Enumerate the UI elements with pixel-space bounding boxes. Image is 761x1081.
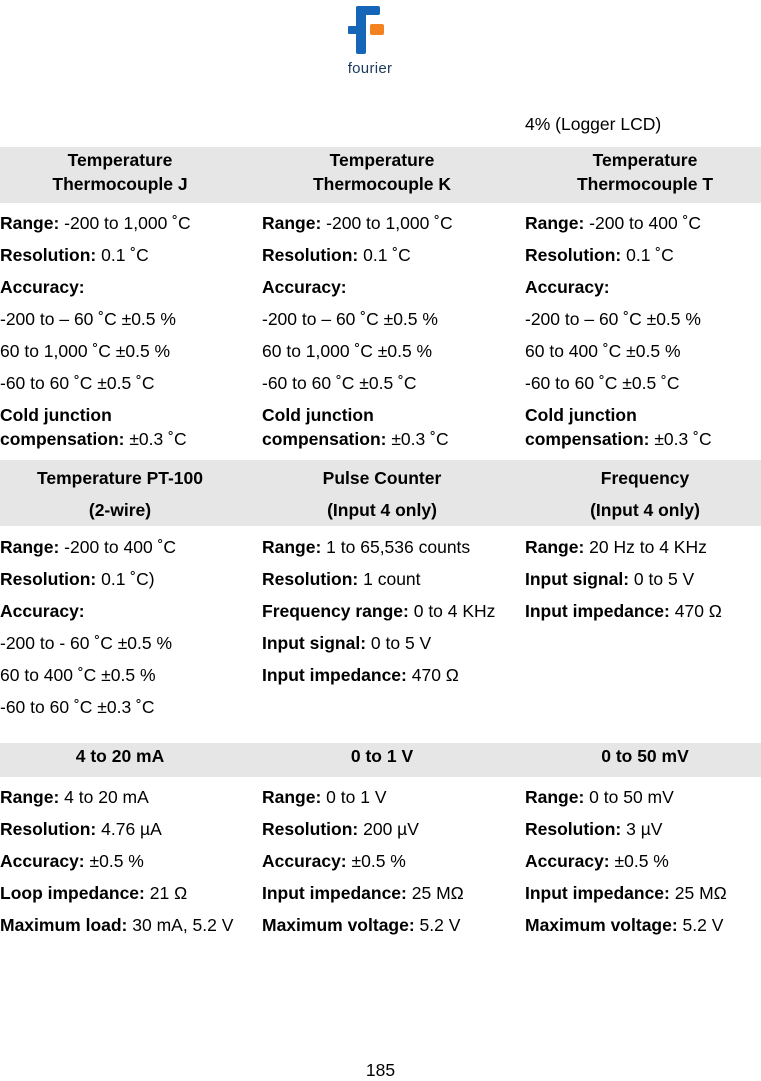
spec-label: Resolution: xyxy=(0,569,97,589)
spec-label: Range: xyxy=(525,537,585,557)
spec-line xyxy=(0,212,255,234)
spec-line xyxy=(525,600,761,622)
header-0-50mv: 0 to 50 mV xyxy=(601,746,689,766)
section-1-header xyxy=(0,147,761,203)
spec-line xyxy=(262,536,507,558)
spec-line xyxy=(0,568,255,590)
spec-label: compensation: xyxy=(0,429,125,449)
spec-line xyxy=(525,786,761,808)
spec-value: 1 to 65,536 counts xyxy=(321,537,471,557)
spec-value: 20 Hz to 4 KHz xyxy=(584,537,707,557)
spec-value: ±0.5 % xyxy=(84,851,144,871)
spec-value: 60 to 1,000 ˚C ±0.5 % xyxy=(262,341,433,361)
spec-line xyxy=(0,600,255,622)
spec-line xyxy=(262,568,507,590)
spec-line xyxy=(0,632,255,654)
spec-value: -200 to – 60 ˚C ±0.5 % xyxy=(0,309,176,329)
spec-line xyxy=(262,818,497,840)
spec-line xyxy=(0,340,255,362)
spec-line xyxy=(0,696,255,718)
spec-line xyxy=(262,404,517,426)
spec-line xyxy=(262,372,517,394)
spec-value: 0.1 ˚C) xyxy=(96,569,155,589)
spec-label: Range: xyxy=(262,213,322,233)
spec-line xyxy=(0,882,240,904)
section-2-header xyxy=(0,460,761,526)
spec-label: Accuracy: xyxy=(0,601,85,621)
header-pulse-counter: Pulse Counter (Input 4 only) xyxy=(322,468,442,520)
spec-line xyxy=(0,428,255,450)
spec-label: Range: xyxy=(0,213,60,233)
spec-label: Accuracy: xyxy=(0,851,85,871)
spec-value: 0 to 1 V xyxy=(321,787,387,807)
spec-value: -200 to – 60 ˚C ±0.5 % xyxy=(525,309,701,329)
spec-label: Range: xyxy=(525,213,585,233)
spec-value: ±0.3 ˚C xyxy=(649,429,712,449)
spec-label: Maximum voltage: xyxy=(525,915,678,935)
spec-line xyxy=(262,850,497,872)
spec-value: 0.1 ˚C xyxy=(96,245,149,265)
header-frequency: Frequency (Input 4 only) xyxy=(590,468,700,520)
spec-value: -200 to 400 ˚C xyxy=(59,537,177,557)
spec-value: 60 to 400 ˚C ±0.5 % xyxy=(525,341,681,361)
spec-label: Maximum load: xyxy=(0,915,128,935)
spec-value: ±0.3 ˚C xyxy=(386,429,449,449)
spec-value: ±0.5 % xyxy=(609,851,669,871)
spec-line xyxy=(0,536,255,558)
spec-line xyxy=(262,914,497,936)
spec-label: Resolution: xyxy=(525,819,622,839)
spec-line xyxy=(0,914,240,936)
spec-label: Accuracy: xyxy=(525,277,610,297)
spec-label: Resolution: xyxy=(262,819,359,839)
spec-line xyxy=(0,276,255,298)
spec-label: Resolution: xyxy=(0,819,97,839)
logo-wordmark: fourier xyxy=(347,60,393,77)
carryover-text: 4% (Logger LCD) xyxy=(525,114,662,134)
spec-line xyxy=(525,212,761,234)
spec-value: -60 to 60 ˚C ±0.5 ˚C xyxy=(262,373,417,393)
section-3-header xyxy=(0,743,761,777)
spec-label: Loop impedance: xyxy=(0,883,145,903)
spec-value: -60 to 60 ˚C ±0.5 ˚C xyxy=(525,373,680,393)
spec-line xyxy=(0,308,255,330)
spec-line xyxy=(525,276,761,298)
spec-label: compensation: xyxy=(525,429,650,449)
spec-line xyxy=(525,308,761,330)
spec-label: Frequency range: xyxy=(262,601,409,621)
spec-line xyxy=(0,664,255,686)
spec-value: 21 Ω xyxy=(144,883,188,903)
spec-value: -200 to 1,000 ˚C xyxy=(321,213,453,233)
header-0-1v: 0 to 1 V xyxy=(350,746,414,766)
spec-line xyxy=(0,850,240,872)
spec-value: 4.76 µA xyxy=(96,819,162,839)
spec-line xyxy=(525,244,761,266)
spec-line xyxy=(525,340,761,362)
spec-value: 5.2 V xyxy=(414,915,461,935)
spec-label: Cold junction xyxy=(262,405,374,425)
spec-line xyxy=(0,244,255,266)
spec-value: 0 to 5 V xyxy=(629,569,695,589)
spec-line xyxy=(262,276,517,298)
spec-value: 470 Ω xyxy=(406,665,459,685)
spec-label: Accuracy: xyxy=(525,851,610,871)
spec-label: Accuracy: xyxy=(262,851,347,871)
spec-line xyxy=(262,786,497,808)
spec-line xyxy=(525,568,761,590)
spec-value: 0.1 ˚C xyxy=(621,245,674,265)
spec-line xyxy=(262,212,517,234)
spec-value: 200 µV xyxy=(358,819,419,839)
spec-value: ±0.5 % xyxy=(346,851,406,871)
spec-label: Range: xyxy=(262,787,322,807)
spec-line xyxy=(525,882,761,904)
spec-line xyxy=(525,372,761,394)
spec-line xyxy=(262,428,517,450)
spec-value: -60 to 60 ˚C ±0.5 ˚C xyxy=(0,373,155,393)
spec-label: Cold junction xyxy=(525,405,637,425)
spec-label: Range: xyxy=(262,537,322,557)
spec-value: 30 mA, 5.2 V xyxy=(127,915,234,935)
spec-label: Accuracy: xyxy=(0,277,85,297)
header-thermocouple-k: Temperature Thermocouple K xyxy=(312,150,452,194)
spec-line xyxy=(262,244,517,266)
spec-value: -200 to – 60 ˚C ±0.5 % xyxy=(262,309,438,329)
spec-label: Input signal: xyxy=(262,633,367,653)
fourier-logo xyxy=(335,2,405,80)
spec-value: 1 count xyxy=(358,569,421,589)
spec-value: 3 µV xyxy=(621,819,663,839)
spec-label: Resolution: xyxy=(262,245,359,265)
spec-line xyxy=(0,786,240,808)
spec-label: Resolution: xyxy=(262,569,359,589)
spec-value: 0 to 5 V xyxy=(366,633,432,653)
spec-label: compensation: xyxy=(262,429,387,449)
spec-label: Cold junction xyxy=(0,405,112,425)
spec-value: 5.2 V xyxy=(677,915,724,935)
spec-label: Accuracy: xyxy=(262,277,347,297)
spec-line xyxy=(525,536,761,558)
spec-line xyxy=(262,664,507,686)
page-number: 185 xyxy=(365,1060,396,1080)
spec-label: Maximum voltage: xyxy=(262,915,415,935)
spec-label: Input signal: xyxy=(525,569,630,589)
spec-label: Input impedance: xyxy=(262,883,407,903)
spec-label: Input impedance: xyxy=(525,883,670,903)
header-pt100: Temperature PT-100 (2-wire) xyxy=(37,468,203,520)
spec-line xyxy=(0,404,255,426)
spec-label: Input impedance: xyxy=(525,601,670,621)
spec-value: 470 Ω xyxy=(669,601,722,621)
fourier-logo-mark xyxy=(335,2,405,60)
spec-value: 25 MΩ xyxy=(406,883,464,903)
spec-value: ±0.3 ˚C xyxy=(124,429,187,449)
spec-label: Range: xyxy=(0,787,60,807)
spec-line xyxy=(525,914,761,936)
spec-line xyxy=(525,818,761,840)
spec-label: Range: xyxy=(525,787,585,807)
header-thermocouple-j: Temperature Thermocouple J xyxy=(52,150,188,194)
spec-value: 0 to 4 KHz xyxy=(408,601,496,621)
header-thermocouple-t: Temperature Thermocouple T xyxy=(576,150,714,194)
spec-value: -200 to 1,000 ˚C xyxy=(59,213,191,233)
spec-label: Resolution: xyxy=(525,245,622,265)
spec-line xyxy=(525,404,761,426)
spec-line xyxy=(262,600,507,622)
spec-value: -200 to - 60 ˚C ±0.5 % xyxy=(0,633,173,653)
spec-line xyxy=(0,818,240,840)
header-4-20ma: 4 to 20 mA xyxy=(75,746,165,766)
spec-value: -60 to 60 ˚C ±0.3 ˚C xyxy=(0,697,155,717)
spec-line xyxy=(525,428,761,450)
spec-value: 0.1 ˚C xyxy=(358,245,411,265)
spec-line xyxy=(525,850,761,872)
spec-label: Resolution: xyxy=(0,245,97,265)
spec-label: Input impedance: xyxy=(262,665,407,685)
spec-value: 60 to 400 ˚C ±0.5 % xyxy=(0,665,156,685)
spec-value: 25 MΩ xyxy=(669,883,727,903)
spec-label: Range: xyxy=(0,537,60,557)
spec-value: 60 to 1,000 ˚C ±0.5 % xyxy=(0,341,171,361)
spec-value: -200 to 400 ˚C xyxy=(584,213,702,233)
spec-line xyxy=(262,340,517,362)
spec-value: 4 to 20 mA xyxy=(59,787,149,807)
spec-value: 0 to 50 mV xyxy=(584,787,674,807)
spec-line xyxy=(262,632,507,654)
spec-line xyxy=(262,308,517,330)
spec-line xyxy=(0,372,255,394)
spec-line xyxy=(262,882,497,904)
